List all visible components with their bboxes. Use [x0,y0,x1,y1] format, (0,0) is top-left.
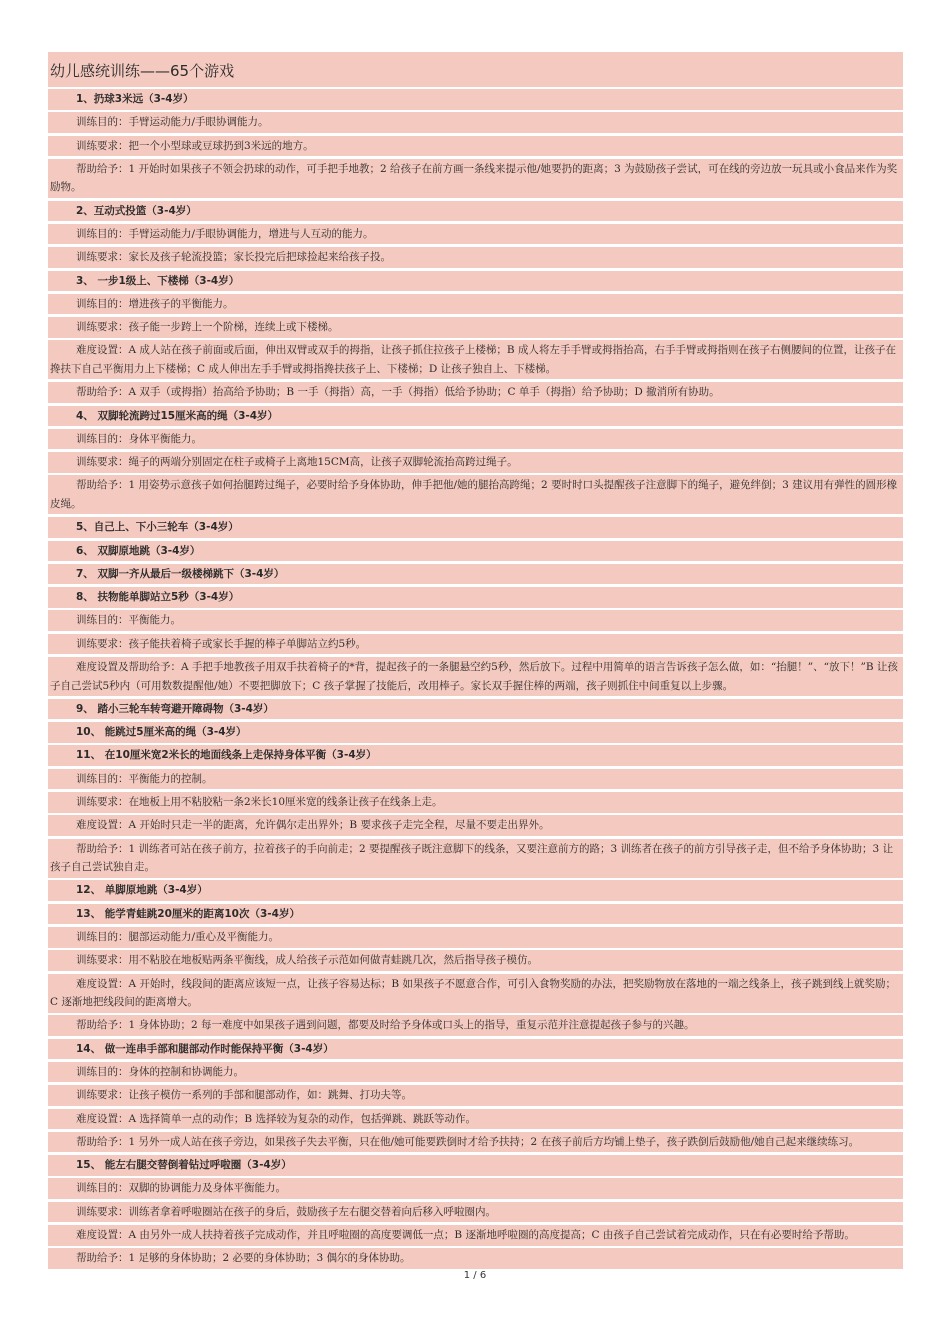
paragraph: 训练要求：孩子能扶着椅子或家长手握的棒子单脚站立约5秒。 [48,634,903,655]
section-heading: 15、 能左右腿交替倒着钻过呼啦圈（3-4岁） [48,1155,903,1176]
section-heading: 13、 能学青蛙跳20厘米的距离10次（3-4岁） [48,904,903,925]
paragraph: 难度设置：A 开始时只走一半的距离，允许偶尔走出界外；B 要求孩子走完全程，尽量不要走出界外。 [48,815,903,836]
paragraph: 帮助给予：1 另外一成人站在孩子旁边，如果孩子失去平衡，只在他/她可能要跌倒时才给予扶持；2 在孩子前后方均铺上垫子，孩子跌倒后鼓励他/她自己起来继续练习。 [48,1132,903,1153]
page-number: 1 / 6 [463,1270,487,1281]
paragraph: 训练目的：双脚的协调能力及身体平衡能力。 [48,1178,903,1199]
paragraph: 训练目的：手臂运动能力/手眼协调能力。 [48,112,903,133]
paragraph: 帮助给予：A 双手（或拇指）抬高给予协助；B 一手（拇指）高，一手（拇指）低给予协助；C 单手（拇指）给予协助；D 撤消所有协助。 [48,382,903,403]
document-content [48,52,903,1272]
section-heading: 12、 单脚原地跳（3-4岁） [48,880,903,901]
paragraph: 训练要求：家长及孩子轮流投篮；家长投完后把球捡起来给孩子投。 [48,247,903,268]
document-title: 幼儿感统训练——65个游戏 [48,52,903,87]
paragraph: 帮助给予：1 训练者可站在孩子前方，拉着孩子的手向前走；2 要提醒孩子既注意脚下的线条，又要注意前方的路；3 训练者在孩子的前方引导孩子走，但不给予身体协助；3 让孩子自己尝试独自走。 [48,839,903,878]
paragraph: 训练目的：手臂运动能力/手眼协调能力，增进与人互动的能力。 [48,224,903,245]
paragraph: 训练要求：用不粘胶在地板贴两条平衡线，成人给孩子示范如何做青蛙跳几次，然后指导孩子模仿。 [48,950,903,971]
paragraph: 帮助给予：1 足够的身体协助；2 必要的身体协助；3 偶尔的身体协助。 [48,1248,903,1269]
section-heading: 7、 双脚一齐从最后一级楼梯跳下（3-4岁） [48,564,903,585]
section-heading: 1、扔球3米远（3-4岁） [48,89,903,110]
paragraph: 训练目的：平衡能力的控制。 [48,769,903,790]
section-heading: 8、 扶物能单脚站立5秒（3-4岁） [48,587,903,608]
section-heading: 14、 做一连串手部和腿部动作时能保持平衡（3-4岁） [48,1039,903,1060]
paragraph: 训练目的：身体平衡能力。 [48,429,903,450]
paragraph: 训练要求：把一个小型球或豆球扔到3米远的地方。 [48,136,903,157]
document-body [48,89,903,1269]
paragraph: 训练目的：增进孩子的平衡能力。 [48,294,903,315]
section-heading: 2、互动式投篮（3-4岁） [48,201,903,222]
section-heading: 10、 能跳过5厘米高的绳（3-4岁） [48,722,903,743]
section-heading: 3、 一步1级上、下楼梯（3-4岁） [48,271,903,292]
paragraph: 难度设置：A 开始时，线段间的距离应该短一点，让孩子容易达标；B 如果孩子不愿意合作，可引入食物奖励的办法，把奖励物放在落地的一端之线条上，孩子跳到线上就奖励；C 逐渐地把线段间的距离增大。 [48,974,903,1013]
paragraph: 训练目的：平衡能力。 [48,610,903,631]
paragraph: 训练要求：孩子能一步跨上一个阶梯，连续上或下楼梯。 [48,317,903,338]
paragraph: 难度设置：A 由另外一成人扶持着孩子完成动作，并且呼啦圈的高度要调低一点；B 逐渐地呼啦圈的高度提高；C 由孩子自己尝试着完成动作，只在有必要时给予帮助。 [48,1225,903,1246]
section-heading: 4、 双脚轮流跨过15厘米高的绳（3-4岁） [48,406,903,427]
section-heading: 11、 在10厘米宽2米长的地面线条上走保持身体平衡（3-4岁） [48,745,903,766]
paragraph: 帮助给予：1 身体协助；2 每一难度中如果孩子遇到问题，都要及时给予身体或口头上的指导，重复示范并注意提起孩子参与的兴趣。 [48,1015,903,1036]
paragraph: 训练要求：训练者拿着呼啦圈站在孩子的身后，鼓励孩子左右腿交替着向后移入呼啦圈内。 [48,1202,903,1223]
paragraph: 训练目的：腿部运动能力/重心及平衡能力。 [48,927,903,948]
paragraph: 难度设置：A 选择简单一点的动作；B 选择较为复杂的动作，包括弹跳、跳跃等动作。 [48,1109,903,1130]
section-heading: 5、自己上、下小三轮车（3-4岁） [48,517,903,538]
section-heading: 9、 踏小三轮车转弯避开障碍物（3-4岁） [48,699,903,720]
paragraph: 帮助给予：1 用姿势示意孩子如何抬腿跨过绳子，必要时给予身体协助，伸手把他/她的腿抬高跨绳；2 要时时口头提醒孩子注意脚下的绳子，避免绊倒；3 建议用有弹性的圆形橡皮绳。 [48,475,903,514]
paragraph: 训练目的：身体的控制和协调能力。 [48,1062,903,1083]
paragraph: 训练要求：绳子的两端分别固定在柱子或椅子上离地15CM高，让孩子双脚轮流抬高跨过绳子。 [48,452,903,473]
paragraph: 帮助给予：1 开始时如果孩子不领会扔球的动作，可手把手地教；2 给孩子在前方画一条线来提示他/她要扔的距离；3 为鼓励孩子尝试，可在线的旁边放一玩具或小食品来作为奖励物。 [48,159,903,198]
paragraph: 难度设置及帮助给予：A 手把手地教孩子用双手扶着椅子的*背，提起孩子的一条腿悬空约5秒，然后放下。过程中用简单的语言告诉孩子怎么做，如：“抬腿！”、“放下！”B 让孩子自己尝试5秒内（可用数数提醒他/她）不要把脚放下；C 孩子掌握了技能后，改用棒子。家长双手握住棒的两端，孩子则抓住中间重复以上步骤。 [48,657,903,696]
paragraph: 训练要求：让孩子模仿一系列的手部和腿部动作，如：跳舞、打功夫等。 [48,1085,903,1106]
paragraph: 训练要求：在地板上用不粘胶粘一条2米长10厘米宽的线条让孩子在线条上走。 [48,792,903,813]
paragraph: 难度设置：A 成人站在孩子前面或后面，伸出双臂或双手的拇指，让孩子抓住拉孩子上楼梯；B 成人将左手手臂或拇指抬高，右手手臂或拇指则在孩子右侧腰间的位置，让孩子在搀扶下自己平衡用力上下楼梯；C 成人伸出左手手臂或拇指搀扶孩子上、下楼梯；D 让孩子独自上、下楼梯。 [48,340,903,379]
section-heading: 6、 双脚原地跳（3-4岁） [48,541,903,562]
